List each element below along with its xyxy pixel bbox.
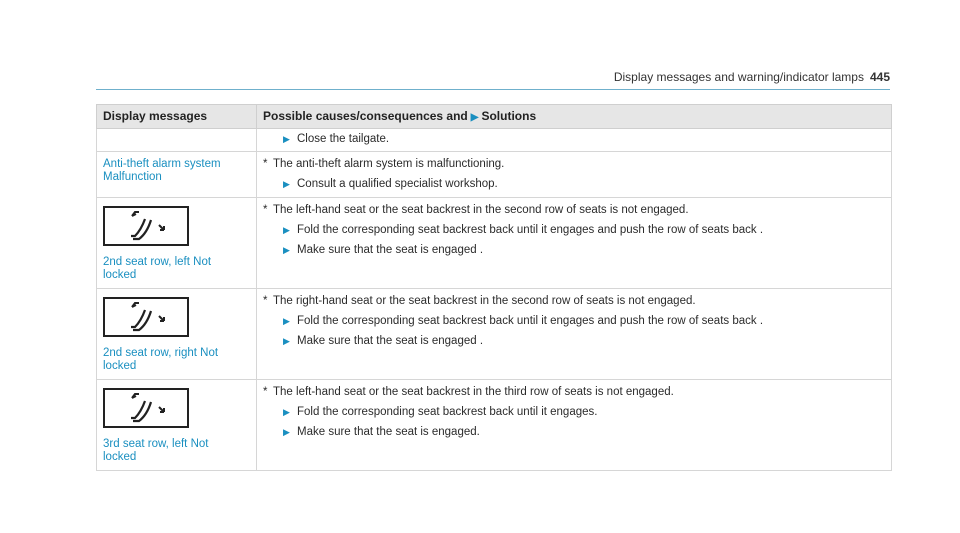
- solution-step: [263, 178, 885, 191]
- table-row: [97, 152, 892, 198]
- table-header-row: [97, 105, 892, 129]
- step-arrow-icon: ▶: [283, 134, 290, 144]
- message-cell: [97, 152, 257, 198]
- cause-text: The left-hand seat or the seat backrest in the third row of seats is not engaged.: [273, 386, 674, 398]
- solution-step: [263, 133, 885, 146]
- solution-cell: [257, 198, 892, 289]
- cause-text: The anti-theft alarm system is malfunctioning.: [273, 158, 505, 170]
- step-arrow-icon: ▶: [283, 336, 290, 346]
- message-name-line1: 2nd seat row, right Not: [103, 347, 219, 359]
- header-rule: [96, 89, 890, 90]
- message-name-line2: locked: [103, 269, 137, 281]
- table-row: [97, 129, 892, 152]
- column-header-causes-solutions: [257, 105, 892, 129]
- seat-backrest-icon: [103, 297, 189, 337]
- message-name-line1: 2nd seat row, left Not: [103, 256, 212, 268]
- page-number: 445: [869, 70, 890, 84]
- step-arrow-icon: ▶: [283, 427, 290, 437]
- cause-line: * The left-hand seat or the seat backrest in the third row of seats is not engaged.: [263, 386, 674, 398]
- step-arrow-icon: ▶: [283, 179, 290, 189]
- table-row: [97, 198, 892, 289]
- message-name-line2: locked: [103, 360, 137, 372]
- solution-step-text: Fold the corresponding seat backrest back until it engages and push the row of seats back .: [297, 315, 764, 327]
- solution-arrow-icon: ▶: [470, 112, 479, 123]
- step-arrow-icon: ▶: [283, 407, 290, 417]
- cause-text: The left-hand seat or the seat backrest in the second row of seats is not engaged.: [273, 204, 689, 216]
- solution-step: [263, 335, 885, 348]
- step-arrow-icon: ▶: [283, 316, 290, 326]
- display-messages-table: [96, 104, 892, 471]
- solution-step-text: Fold the corresponding seat backrest back until it engages and push the row of seats back .: [297, 224, 764, 236]
- cause-text: The right-hand seat or the seat backrest in the second row of seats is not engaged.: [273, 295, 696, 307]
- running-header: [614, 70, 890, 84]
- solution-step-text: Make sure that the seat is engaged .: [297, 335, 484, 347]
- solution-step: [263, 244, 885, 257]
- solution-step: [263, 315, 885, 328]
- solution-cell: [257, 380, 892, 471]
- solution-step-text: Make sure that the seat is engaged.: [297, 426, 480, 438]
- seat-backrest-icon: [103, 388, 189, 428]
- solution-cell: [257, 129, 892, 152]
- message-cell-empty: [97, 129, 257, 152]
- cause-line: * The left-hand seat or the seat backrest in the second row of seats is not engaged.: [263, 204, 689, 216]
- message-name-line1: Anti-theft alarm system: [103, 158, 221, 170]
- solution-step: [263, 406, 885, 419]
- table-row: [97, 380, 892, 471]
- step-arrow-icon: ▶: [283, 225, 290, 235]
- message-name-line2: locked: [103, 451, 137, 463]
- message-cell: [97, 198, 257, 289]
- seat-backrest-icon: [103, 206, 189, 246]
- solution-step-text: Close the tailgate.: [297, 133, 390, 145]
- solution-step-text: Consult a qualified specialist workshop.: [297, 178, 498, 190]
- step-arrow-icon: ▶: [283, 245, 290, 255]
- message-cell: [97, 380, 257, 471]
- solution-step-text: Make sure that the seat is engaged .: [297, 244, 484, 256]
- column-header-solutions: Solutions: [481, 109, 537, 123]
- message-name-line1: 3rd seat row, left Not: [103, 438, 209, 450]
- solution-step: [263, 426, 885, 439]
- solution-cell: [257, 289, 892, 380]
- solution-cell: [257, 152, 892, 198]
- running-header-title: Display messages and warning/indicator lamps: [613, 70, 864, 84]
- message-name-line2: Malfunction: [103, 171, 162, 183]
- table-row: [97, 289, 892, 380]
- column-header-causes: Possible causes/consequences and: [263, 109, 468, 123]
- cause-line: * The anti-theft alarm system is malfunctioning.: [263, 158, 505, 170]
- solution-step-text: Fold the corresponding seat backrest back until it engages.: [297, 406, 598, 418]
- solution-step: [263, 224, 885, 237]
- cause-line: * The right-hand seat or the seat backrest in the second row of seats is not engaged.: [263, 295, 696, 307]
- message-cell: [97, 289, 257, 380]
- column-header-display-messages: Display messages: [97, 105, 257, 129]
